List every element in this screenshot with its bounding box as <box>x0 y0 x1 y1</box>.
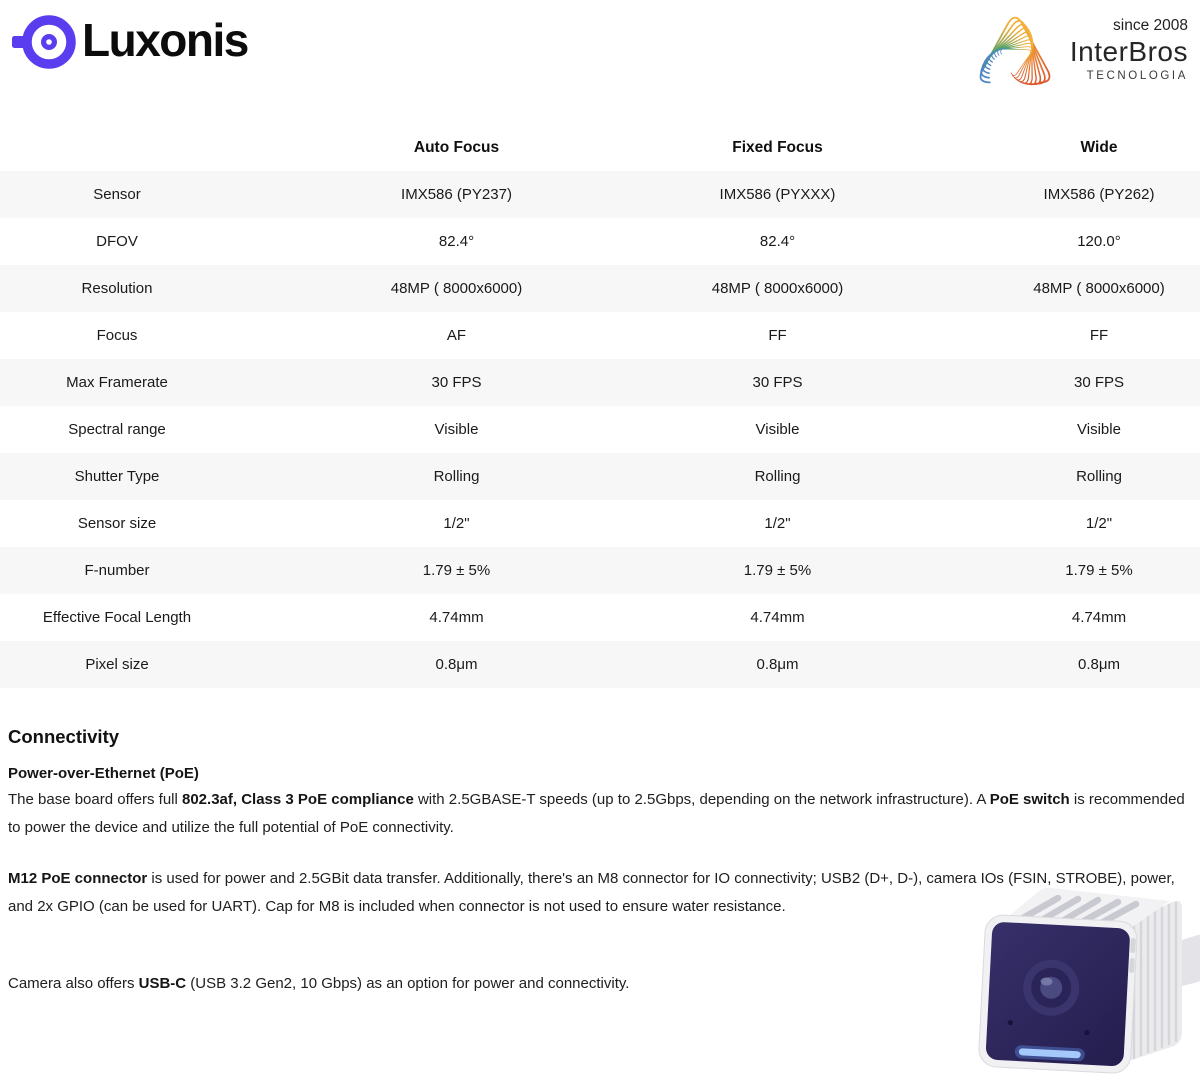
interbros-logo <box>970 8 1188 92</box>
spec-cell: 48MP ( 8000x6000) <box>1033 280 1165 297</box>
emphasized-text: PoE switch <box>989 791 1070 808</box>
spec-row <box>0 218 1200 265</box>
spec-row <box>0 547 1200 594</box>
spec-row <box>0 171 1200 218</box>
connectivity-heading: Connectivity <box>8 726 120 747</box>
header <box>0 0 1200 124</box>
body-text: with 2.5GBASE-T speeds (up to 2.5Gbps, depending on the network infrastructure). A <box>413 791 990 808</box>
poe-title: Power-over-Ethernet (PoE) <box>8 765 199 782</box>
spec-cell: IMX586 (PYXXX) <box>719 186 836 203</box>
spec-table <box>0 124 1200 688</box>
spec-row-label: DFOV <box>96 233 138 250</box>
spec-cell: 0.8μm <box>1078 656 1120 673</box>
spec-cell: 48MP ( 8000x6000) <box>711 280 844 297</box>
spec-cell: 4.74mm <box>429 609 484 626</box>
spec-cell: IMX586 (PY237) <box>401 186 512 203</box>
spec-row-label: Max Framerate <box>66 374 168 391</box>
spec-row <box>0 453 1200 500</box>
body-text: is used for power and 2.5GBit data transfer. Additionally, there's an M8 connector for IO connectivity; USB2 (D+, D-), camera IOs (FSIN, STROBE), power, and 2x GPIO (can be used for UART). Cap for M8 is included when connector is not used to ensure water resistance. <box>8 870 1175 915</box>
spec-row-label: F-number <box>84 562 150 579</box>
spec-cell: 82.4° <box>438 233 475 250</box>
spec-row-label: Focus <box>96 327 138 344</box>
body-text: Camera also offers <box>8 975 139 992</box>
spec-cell: Rolling <box>1076 468 1122 485</box>
spec-cell: Rolling <box>754 468 801 485</box>
spec-header-row <box>0 124 1200 171</box>
body-text: (USB 3.2 Gen2, 10 Gbps) as an option for power and connectivity. <box>186 975 630 992</box>
emphasized-text: M12 PoE connector <box>8 870 148 887</box>
spec-row <box>0 500 1200 547</box>
spec-cell: 1/2" <box>764 515 791 532</box>
spec-cell: 82.4° <box>759 233 796 250</box>
spec-row <box>0 641 1200 688</box>
interbros-triangle-icon <box>970 8 1060 92</box>
spec-cell: FF <box>1089 327 1109 344</box>
spec-row-label: Shutter Type <box>74 468 160 485</box>
spec-row <box>0 594 1200 641</box>
camera-product-image <box>976 882 1200 1078</box>
spec-cell: 0.8μm <box>756 656 799 673</box>
body-text: is recommended to power the device and utilize the full potential of PoE connectivity. <box>8 791 1185 836</box>
spec-row-label: Pixel size <box>85 656 149 673</box>
spec-table-body <box>0 171 1200 688</box>
spec-row-label: Sensor <box>93 186 141 203</box>
interbros-text <box>1070 17 1188 83</box>
luxonis-logo <box>12 10 248 74</box>
spec-cell: 48MP ( 8000x6000) <box>390 280 523 297</box>
spec-column-auto-focus: Auto Focus <box>413 138 500 156</box>
interbros-subtitle: TECNOLOGIA <box>1086 69 1188 82</box>
spec-row <box>0 406 1200 453</box>
spec-row-label: Spectral range <box>68 421 166 438</box>
spec-row <box>0 265 1200 312</box>
spec-cell: AF <box>446 327 467 344</box>
spec-cell: 1.79 ± 5% <box>422 562 491 579</box>
poe-paragraph <box>8 786 1192 841</box>
emphasized-text: USB-C <box>138 975 187 992</box>
spec-row-label: Resolution <box>81 280 153 297</box>
spec-cell: 30 FPS <box>1073 374 1125 391</box>
spec-cell: 4.74mm <box>750 609 805 626</box>
spec-column-blank <box>0 124 296 171</box>
spec-row-label: Sensor size <box>77 515 157 532</box>
interbros-since: since 2008 <box>1113 16 1188 34</box>
spec-table-wrap <box>0 124 1200 688</box>
oak-camera-render-icon <box>976 882 1200 1078</box>
body-text: The base board offers full <box>8 791 182 808</box>
luxonis-wordmark: Luxonis <box>82 14 248 66</box>
spec-column-fixed-focus: Fixed Focus <box>732 138 823 156</box>
spec-cell: 1/2" <box>443 515 470 532</box>
spec-row-label: Effective Focal Length <box>42 609 192 626</box>
spec-cell: 1/2" <box>1085 515 1113 532</box>
spec-cell: 4.74mm <box>1071 609 1127 626</box>
spec-cell: 120.0° <box>1077 233 1121 250</box>
emphasized-text: 802.3af, Class 3 PoE compliance <box>182 791 414 808</box>
spec-cell: 30 FPS <box>431 374 482 391</box>
spec-cell: Visible <box>1077 421 1121 438</box>
spec-cell: IMX586 (PY262) <box>1043 186 1155 203</box>
spec-cell: FF <box>768 327 787 344</box>
spec-row <box>0 359 1200 406</box>
spec-cell: Visible <box>434 421 479 438</box>
spec-column-wide: Wide <box>1080 138 1118 156</box>
spec-cell: 1.79 ± 5% <box>1065 562 1133 579</box>
spec-cell: 1.79 ± 5% <box>743 562 812 579</box>
spec-cell: 30 FPS <box>752 374 803 391</box>
spec-row <box>0 312 1200 359</box>
interbros-name: InterBros <box>1069 35 1188 67</box>
spec-cell: Rolling <box>433 468 480 485</box>
luxonis-eye-icon <box>12 10 76 74</box>
spec-cell: Visible <box>755 421 800 438</box>
spec-cell: 0.8μm <box>435 656 478 673</box>
